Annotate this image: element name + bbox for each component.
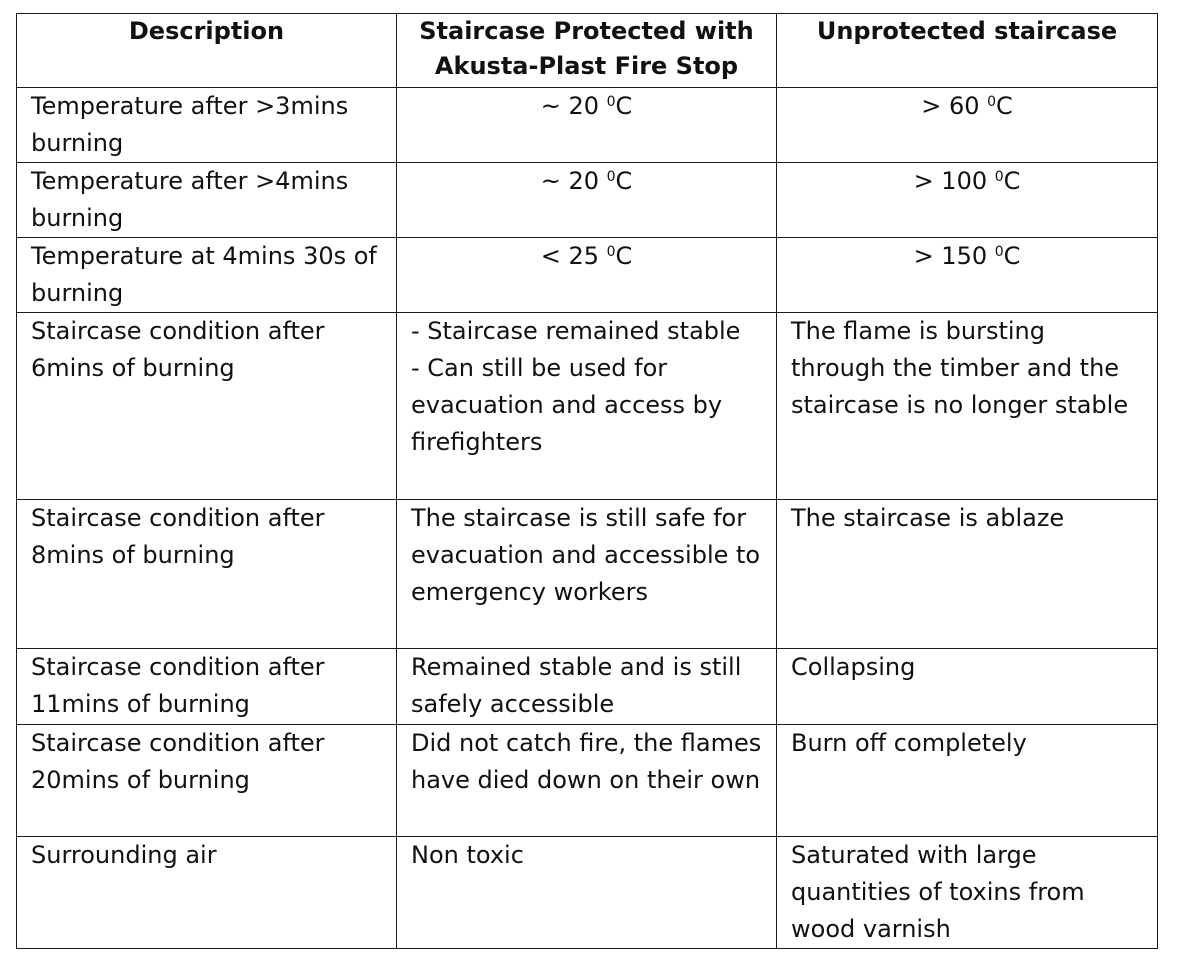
row-description: Staircase condition after 6mins of burning [17,313,397,500]
protected-condition: Did not catch fire, the flames have died down on their own [397,725,777,837]
header-description: Description [17,14,397,88]
row-description: Staircase condition after 8mins of burning [17,500,397,649]
protected-temperature: < 25 $^0$C [397,238,777,313]
table-row [17,238,1158,313]
row-description: Staircase condition after 20mins of burning [17,725,397,837]
unprotected-temperature: > 60 $^0$C [777,88,1158,163]
protected-condition-line: - Can still be used for evacuation and access by firefighters [411,354,723,456]
row-description: Temperature after >3mins burning [17,88,397,163]
header-protected-staircase: Staircase Protected with Akusta-Plast Fire Stop [397,14,777,88]
unprotected-condition: The flame is bursting through the timber and the staircase is no longer stable [777,313,1158,500]
row-description: Surrounding air [17,837,397,949]
unprotected-condition: Saturated with large quantities of toxins from wood varnish [777,837,1158,949]
unprotected-temperature: > 150 $^0$C [777,238,1158,313]
unprotected-condition: Collapsing [777,649,1158,725]
protected-condition: The staircase is still safe for evacuation and accessible to emergency workers [397,500,777,649]
table-row [17,837,1158,949]
protected-condition: Non toxic [397,837,777,949]
protected-condition [397,313,777,500]
protected-temperature: ~ 20 $^0$C [397,88,777,163]
header-row [17,14,1158,88]
table-row [17,500,1158,649]
table-row [17,88,1158,163]
row-description: Temperature after >4mins burning [17,163,397,238]
table-row [17,313,1158,500]
protected-condition-line: - Staircase remained stable [411,317,741,345]
comparison-table [16,13,1158,949]
row-description: Staircase condition after 11mins of burning [17,649,397,725]
protected-condition: Remained stable and is still safely accessible [397,649,777,725]
unprotected-temperature: > 100 $^0$C [777,163,1158,238]
header-unprotected-staircase: Unprotected staircase [777,14,1158,88]
protected-temperature: ~ 20 $^0$C [397,163,777,238]
unprotected-condition: The staircase is ablaze [777,500,1158,649]
table-row [17,649,1158,725]
table-row [17,725,1158,837]
unprotected-condition: Burn off completely [777,725,1158,837]
row-description: Temperature at 4mins 30s of burning [17,238,397,313]
table-row [17,163,1158,238]
